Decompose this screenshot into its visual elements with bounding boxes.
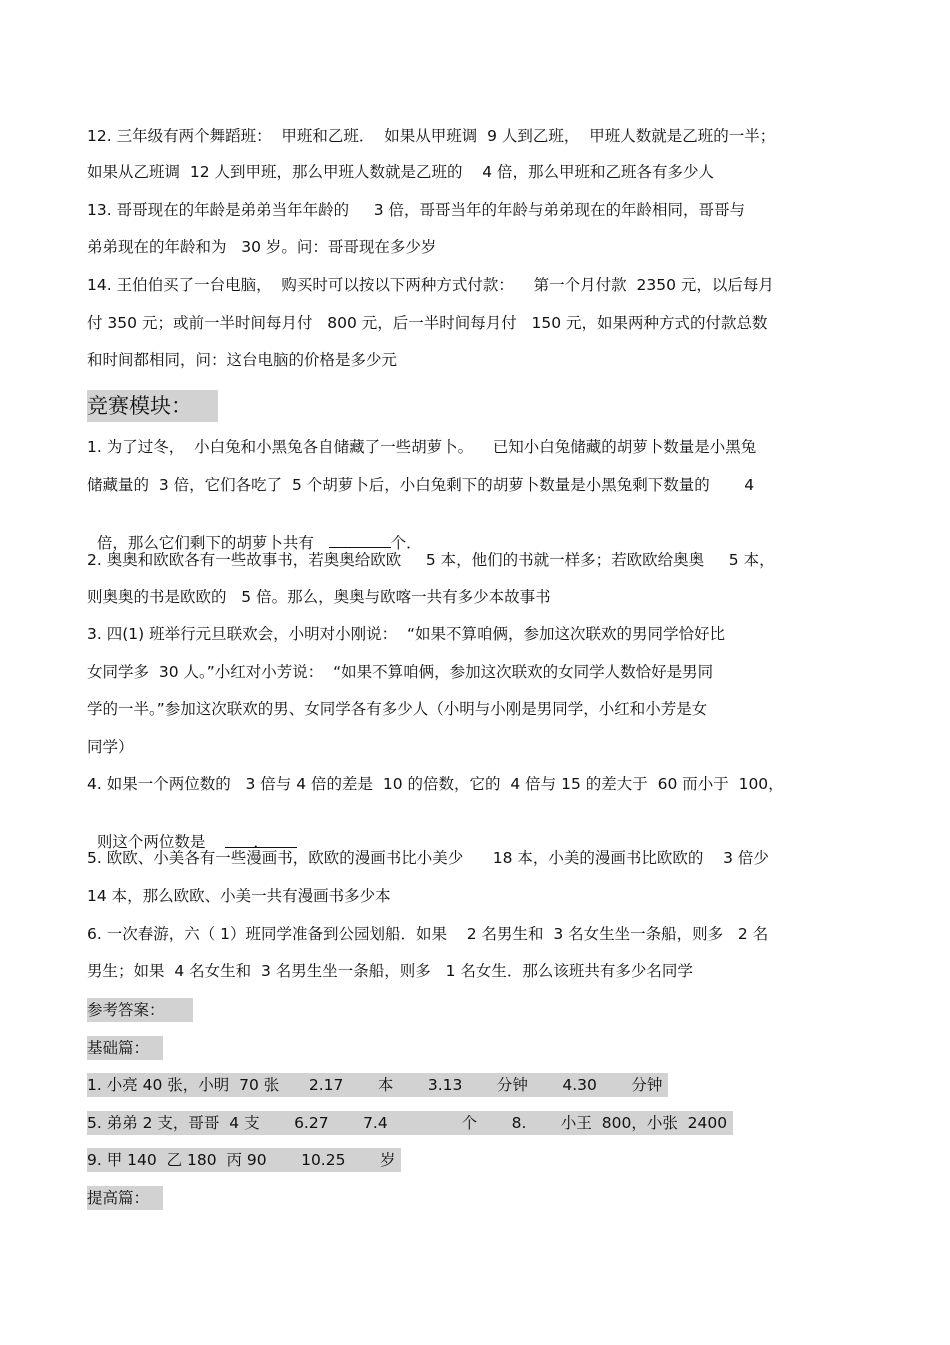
competition-4-line-2 [87, 812, 297, 852]
answer-blank-1 [329, 532, 391, 548]
competition-5-line-2: 14 本，那么欧欧、小美一共有漫画书多少本 [87, 887, 391, 905]
question-13-line-2: 弟弟现在的年龄和为 30 岁。问：哥哥现在多少岁 [87, 238, 437, 256]
question-12-line-1: 12. 三年级有两个舞蹈班： 甲班和乙班． 如果从甲班调 9 人到乙班， 甲班人数就是乙班的一半； [87, 127, 776, 145]
advanced-heading-text: 提高篇： [87, 1186, 163, 1210]
competition-3-line-3: 学的一半。”参加这次联欢的男、女同学各有多少人（小明与小刚是男同学，小红和小芳是女 [87, 700, 708, 718]
basic-heading [87, 1036, 163, 1060]
competition-2-line-2: 则奥奥的书是欧欧的 5 倍。那么，奥奥与欧喀一共有多少本故事书 [87, 588, 551, 606]
answers-row-3 [87, 1148, 401, 1172]
section-title-competition: 竞赛模块： [87, 390, 218, 422]
answers-row-3-text: 9. 甲 140 乙 180 丙 90 10.25 岁 [87, 1148, 401, 1172]
competition-1-line-1: 1. 为了过冬， 小白兔和小黑兔各自储藏了一些胡萝卜。 已知小白兔储藏的胡萝卜数量是小黑兔 [87, 438, 757, 456]
competition-3-line-2: 女同学多 30 人。”小红对小芳说： “如果不算咱俩，参加这次联欢的女同学人数恰好是男同 [87, 663, 714, 681]
competition-1-line-3-end: 个． [390, 534, 422, 552]
answers-row-2 [87, 1111, 733, 1135]
competition-6-line-1: 6. 一次春游，六（ 1）班同学准备到公园划船．如果 2 名男生和 3 名女生坐一条船，则多 2 名 [87, 925, 769, 943]
competition-1-line-3-text: 倍，那么它们剩下的胡萝卜共有 [96, 534, 329, 552]
question-12-line-2: 如果从乙班调 12 人到甲班，那么甲班人数就是乙班的 4 倍，那么甲班和乙班各有多少人 [87, 163, 715, 181]
answers-row-1-text: 1. 小亮 40 张，小明 70 张 2.17 本 3.13 分钟 4.30 分钟 [87, 1073, 668, 1097]
question-14-line-1: 14. 王伯伯买了一台电脑， 购买时可以按以下两种方式付款： 第一个月付款 2350 元，以后每月 [87, 276, 774, 294]
competition-1-line-2: 储藏量的 3 倍，它们各吃了 5 个胡萝卜后，小白兔剩下的胡萝卜数量是小黑兔剩下数量的 4 [87, 476, 755, 494]
competition-3-line-4: 同学） [87, 738, 134, 756]
basic-heading-text: 基础篇： [87, 1036, 163, 1060]
competition-4-line-1: 4. 如果一个两位数的 3 倍与 4 倍的差是 10 的倍数，它的 4 倍与 15 的差大于 60 而小于 100， [87, 775, 784, 793]
answers-row-2-text: 5. 弟弟 2 支，哥哥 4 支 6.27 7.4 个 8. 小王 800，小张 2400 [87, 1111, 733, 1135]
competition-4-line-2-text: 则这个两位数是 [96, 833, 226, 851]
question-14-line-2: 付 350 元；或前一半时间每月付 800 元，后一半时间每月付 150 元，如果两种方式的付款总数 [87, 314, 768, 332]
question-13-line-1: 13. 哥哥现在的年龄是弟弟当年年龄的 3 倍，哥哥当年的年龄与弟弟现在的年龄相同，哥哥与 [87, 201, 746, 219]
answer-blank-4-dot: ． [253, 833, 269, 851]
competition-3-line-1: 3. 四(1) 班举行元旦联欢会，小明对小刚说： “如果不算咱俩，参加这次联欢的男同学恰好比 [87, 625, 725, 643]
competition-2-line-1: 2. 奥奥和欧欧各有一些故事书，若奥奥给欧欧 5 本，他们的书就一样多；若欧欧给奥奥 5 本， [87, 551, 775, 569]
answers-row-1 [87, 1073, 668, 1097]
competition-5-line-1: 5. 欧欧、小美各有一些漫画书，欧欧的漫画书比小美少 18 本，小美的漫画书比欧欧的 3 倍少 [87, 849, 769, 867]
answers-heading-text: 参考答案： [87, 998, 193, 1022]
question-14-line-3: 和时间都相同，问：这台电脑的价格是多少元 [87, 351, 398, 369]
advanced-heading [87, 1186, 163, 1210]
competition-6-line-2: 男生；如果 4 名女生和 3 名男生坐一条船，则多 1 名女生．那么该班共有多少名同学 [87, 962, 693, 980]
competition-1-line-3 [87, 512, 422, 553]
answers-heading [87, 998, 193, 1022]
answer-blank-4 [225, 832, 297, 851]
